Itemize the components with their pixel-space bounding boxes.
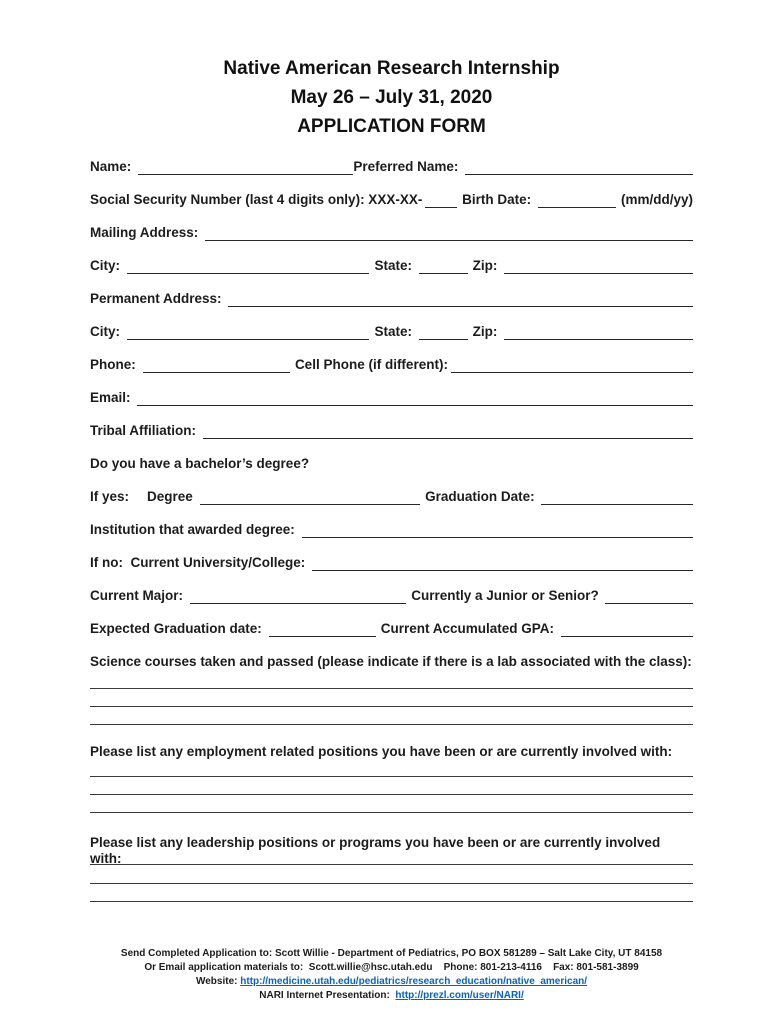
if-yes-label: If yes: [90, 489, 130, 504]
institution-label: Institution that awarded degree: [90, 522, 299, 537]
phone-label: Phone: [90, 357, 140, 372]
mailing-state-field-line[interactable] [419, 260, 468, 274]
ssn-row [90, 192, 693, 208]
expected-graduation-label: Expected Graduation date: [90, 621, 266, 636]
footer-website-row [90, 975, 693, 989]
degree-row [90, 489, 693, 505]
degree-label: Degree [147, 489, 197, 504]
name-label: Name: [90, 159, 136, 174]
tribal-affiliation-field-line[interactable] [203, 425, 693, 439]
leadership-label: Please list any leadership positions or programs you have been or are currently involved with: [90, 835, 661, 866]
mailing-address-row [90, 225, 693, 241]
phone-row [90, 357, 693, 373]
institution-field-line[interactable] [302, 524, 693, 538]
if-no-university-label: If no: Current University/College: [90, 555, 310, 570]
footer [90, 947, 693, 1003]
permanent-state-field-line[interactable] [419, 326, 468, 340]
graduation-date-label: Graduation Date: [425, 489, 539, 504]
email-label: Email: [90, 390, 135, 405]
graduation-date-field-line[interactable] [541, 491, 693, 505]
zip-label: Zip: [472, 258, 502, 273]
bachelors-question-row [90, 456, 693, 472]
ssn-field-line[interactable] [425, 194, 457, 208]
university-field-line[interactable] [312, 557, 693, 571]
current-gpa-field-line[interactable] [561, 623, 693, 637]
junior-senior-label: Currently a Junior or Senior? [411, 588, 603, 603]
permanent-city-field-line[interactable] [127, 326, 370, 340]
footer-email-phone-fax: Or Email application materials to: Scott.willie@hsc.utah.edu Phone: 801-213-4116 Fax: 801-581-3899 [144, 962, 639, 973]
employment-label: Please list any employment related positions you have been or are currently involved with: [90, 744, 673, 759]
email-row [90, 390, 693, 406]
form-title: Native American Research Internship [223, 58, 560, 79]
employment-line-2[interactable] [90, 777, 693, 795]
graduation-gpa-row [90, 621, 693, 637]
permanent-address-label: Permanent Address: [90, 291, 226, 306]
birth-date-format-label: (mm/dd/yy) [620, 192, 693, 207]
permanent-city-row [90, 324, 693, 340]
university-row [90, 555, 693, 571]
science-courses-line-1[interactable] [90, 672, 693, 689]
zip-label: Zip: [472, 324, 502, 339]
footer-mailing-instructions: Send Completed Application to: Scott Willie - Department of Pediatrics, PO BOX 581289 – Salt Lake City, UT 84158 [120, 948, 663, 959]
birth-date-field-line[interactable] [538, 194, 616, 208]
mailing-address-field-line[interactable] [205, 227, 693, 241]
science-courses-row [90, 654, 693, 670]
preferred-name-field-line[interactable] [465, 161, 693, 175]
state-label: State: [374, 258, 416, 273]
expected-graduation-field-line[interactable] [269, 623, 376, 637]
state-label: State: [374, 324, 416, 339]
institution-row [90, 522, 693, 538]
nari-presentation-link[interactable]: http://prezl.com/user/NARI/ [395, 990, 524, 1001]
city-label: City: [90, 258, 124, 273]
name-field-line[interactable] [138, 161, 353, 175]
degree-field-line[interactable] [200, 491, 421, 505]
email-field-line[interactable] [137, 392, 693, 406]
footer-nari-row [90, 989, 693, 1003]
cell-phone-field-line[interactable] [451, 359, 693, 373]
permanent-address-field-line[interactable] [228, 293, 693, 307]
current-gpa-label: Current Accumulated GPA: [380, 621, 558, 636]
form-subtitle: APPLICATION FORM [297, 116, 486, 137]
permanent-zip-field-line[interactable] [504, 326, 693, 340]
science-courses-line-2[interactable] [90, 689, 693, 707]
birth-date-label: Birth Date: [462, 192, 535, 207]
website-link[interactable]: http://medicine.utah.edu/pediatrics/research_education/native_american/ [240, 976, 588, 987]
session-dates: May 26 – July 31, 2020 [290, 87, 493, 108]
cell-phone-label: Cell Phone (if different): [294, 357, 448, 372]
leadership-line-1[interactable] [90, 851, 693, 865]
phone-field-line[interactable] [143, 359, 290, 373]
name-row [90, 159, 693, 175]
mailing-city-field-line[interactable] [127, 260, 370, 274]
leadership-line-2[interactable] [90, 865, 693, 884]
tribal-affiliation-row [90, 423, 693, 439]
current-major-field-line[interactable] [190, 590, 406, 604]
science-courses-line-3[interactable] [90, 707, 693, 725]
junior-senior-field-line[interactable] [605, 590, 693, 604]
ssn-label: Social Security Number (last 4 digits only): XXX-XX- [90, 192, 423, 207]
major-row [90, 588, 693, 604]
employment-line-1[interactable] [90, 760, 693, 777]
tribal-affiliation-label: Tribal Affiliation: [90, 423, 200, 438]
website-label: Website: [195, 976, 241, 987]
bachelors-question-label: Do you have a bachelor’s degree? [90, 456, 310, 471]
leadership-line-3[interactable] [90, 884, 693, 902]
nari-presentation-label: NARI Internet Presentation: [259, 990, 396, 1001]
mailing-address-label: Mailing Address: [90, 225, 203, 240]
current-major-label: Current Major: [90, 588, 187, 603]
mailing-zip-field-line[interactable] [504, 260, 693, 274]
city-label: City: [90, 324, 124, 339]
science-courses-label: Science courses taken and passed (please indicate if there is a lab associated with the class): [90, 654, 692, 669]
mailing-city-row [90, 258, 693, 274]
form-header [90, 54, 693, 141]
preferred-name-label: Preferred Name: [353, 159, 463, 174]
permanent-address-row [90, 291, 693, 307]
employment-line-3[interactable] [90, 795, 693, 813]
